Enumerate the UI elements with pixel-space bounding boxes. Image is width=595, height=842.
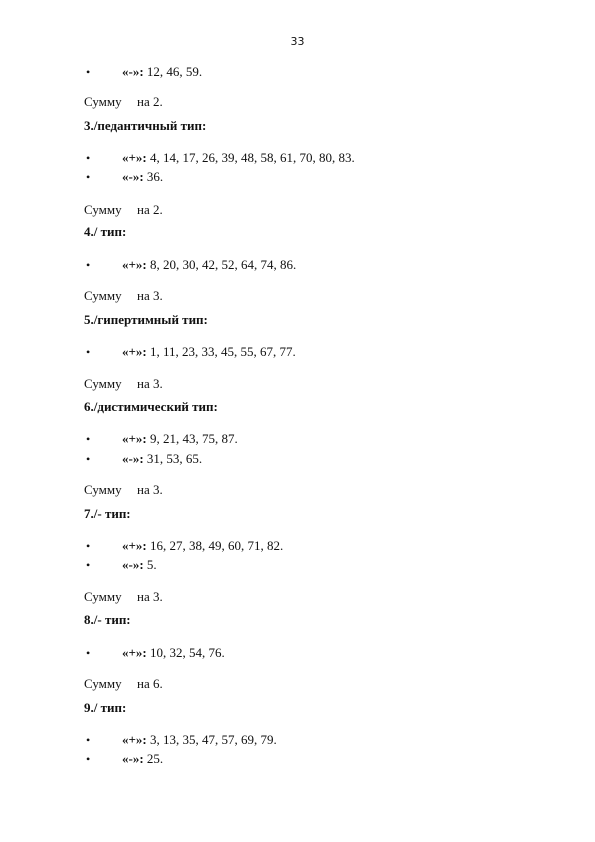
sum-text: на 2. bbox=[137, 94, 163, 109]
bullet-icon: • bbox=[86, 752, 91, 766]
item-values: 8, 20, 30, 42, 52, 64, 74, 86. bbox=[150, 257, 297, 272]
sum-text: на 3. bbox=[137, 482, 163, 497]
sum-word: Сумму bbox=[84, 376, 122, 391]
section-heading: 3./педантичный тип: bbox=[84, 118, 207, 133]
sum-text: на 3. bbox=[137, 376, 163, 391]
sum-line bbox=[84, 676, 163, 692]
item-values: 16, 27, 38, 49, 60, 71, 82. bbox=[150, 538, 284, 553]
sum-word: Сумму bbox=[84, 202, 122, 217]
sum-line bbox=[84, 376, 163, 392]
list-item bbox=[0, 257, 595, 273]
item-key: «+»: bbox=[122, 538, 147, 553]
bullet-icon: • bbox=[86, 170, 91, 184]
section-heading: 4./ тип: bbox=[84, 224, 127, 239]
sum-word: Сумму bbox=[84, 94, 122, 109]
section-heading: 6./дистимический тип: bbox=[84, 399, 218, 414]
item-values: 10, 32, 54, 76. bbox=[150, 645, 225, 660]
bullet-icon: • bbox=[86, 151, 91, 165]
section-heading: 7./- тип: bbox=[84, 506, 131, 521]
bullet-icon: • bbox=[86, 452, 91, 466]
sum-line bbox=[84, 202, 163, 218]
item-key: «+»: bbox=[122, 344, 147, 359]
item-key: «-»: bbox=[122, 557, 144, 572]
list-item bbox=[0, 150, 595, 166]
item-values: 12, 46, 59. bbox=[146, 64, 203, 79]
bullet-icon: • bbox=[86, 432, 91, 446]
section-heading: 5./гипертимный тип: bbox=[84, 312, 208, 327]
list-item bbox=[0, 64, 595, 80]
item-values: 36. bbox=[146, 169, 164, 184]
item-values: 9, 21, 43, 75, 87. bbox=[150, 431, 238, 446]
sum-line bbox=[84, 288, 163, 304]
bullet-icon: • bbox=[86, 345, 91, 359]
list-item bbox=[0, 732, 595, 748]
section-heading: 9./ тип: bbox=[84, 700, 127, 715]
bullet-icon: • bbox=[86, 65, 91, 79]
sum-text: на 2. bbox=[137, 202, 163, 217]
item-key: «+»: bbox=[122, 150, 147, 165]
list-item bbox=[0, 169, 595, 185]
item-values: 1, 11, 23, 33, 45, 55, 67, 77. bbox=[150, 344, 296, 359]
item-values: 4, 14, 17, 26, 39, 48, 58, 61, 70, 80, 83. bbox=[150, 150, 355, 165]
section-heading: 8./- тип: bbox=[84, 612, 131, 627]
list-item bbox=[0, 344, 595, 360]
item-values: 5. bbox=[146, 557, 157, 572]
sum-word: Сумму bbox=[84, 288, 122, 303]
sum-line bbox=[84, 589, 163, 605]
bullet-icon: • bbox=[86, 733, 91, 747]
sum-word: Сумму bbox=[84, 482, 122, 497]
sum-word: Сумму bbox=[84, 676, 122, 691]
sum-word: Сумму bbox=[84, 589, 122, 604]
list-item bbox=[0, 751, 595, 767]
item-key: «-»: bbox=[122, 169, 144, 184]
item-values: 31, 53, 65. bbox=[146, 451, 203, 466]
item-key: «+»: bbox=[122, 645, 147, 660]
sum-text: на 6. bbox=[137, 676, 163, 691]
list-item bbox=[0, 538, 595, 554]
item-key: «+»: bbox=[122, 257, 147, 272]
page-number: 33 bbox=[290, 35, 305, 48]
sum-line bbox=[84, 482, 163, 498]
bullet-icon: • bbox=[86, 646, 91, 660]
bullet-icon: • bbox=[86, 258, 91, 272]
item-values: 3, 13, 35, 47, 57, 69, 79. bbox=[150, 732, 277, 747]
item-key: «-»: bbox=[122, 751, 144, 766]
bullet-icon: • bbox=[86, 539, 91, 553]
item-key: «-»: bbox=[122, 451, 144, 466]
item-key: «-»: bbox=[122, 64, 144, 79]
list-item bbox=[0, 645, 595, 661]
sum-line bbox=[84, 94, 163, 110]
list-item bbox=[0, 557, 595, 573]
item-key: «+»: bbox=[122, 431, 147, 446]
list-item bbox=[0, 431, 595, 447]
sum-text: на 3. bbox=[137, 288, 163, 303]
item-values: 25. bbox=[146, 751, 164, 766]
bullet-icon: • bbox=[86, 558, 91, 572]
sum-text: на 3. bbox=[137, 589, 163, 604]
item-key: «+»: bbox=[122, 732, 147, 747]
list-item bbox=[0, 451, 595, 467]
